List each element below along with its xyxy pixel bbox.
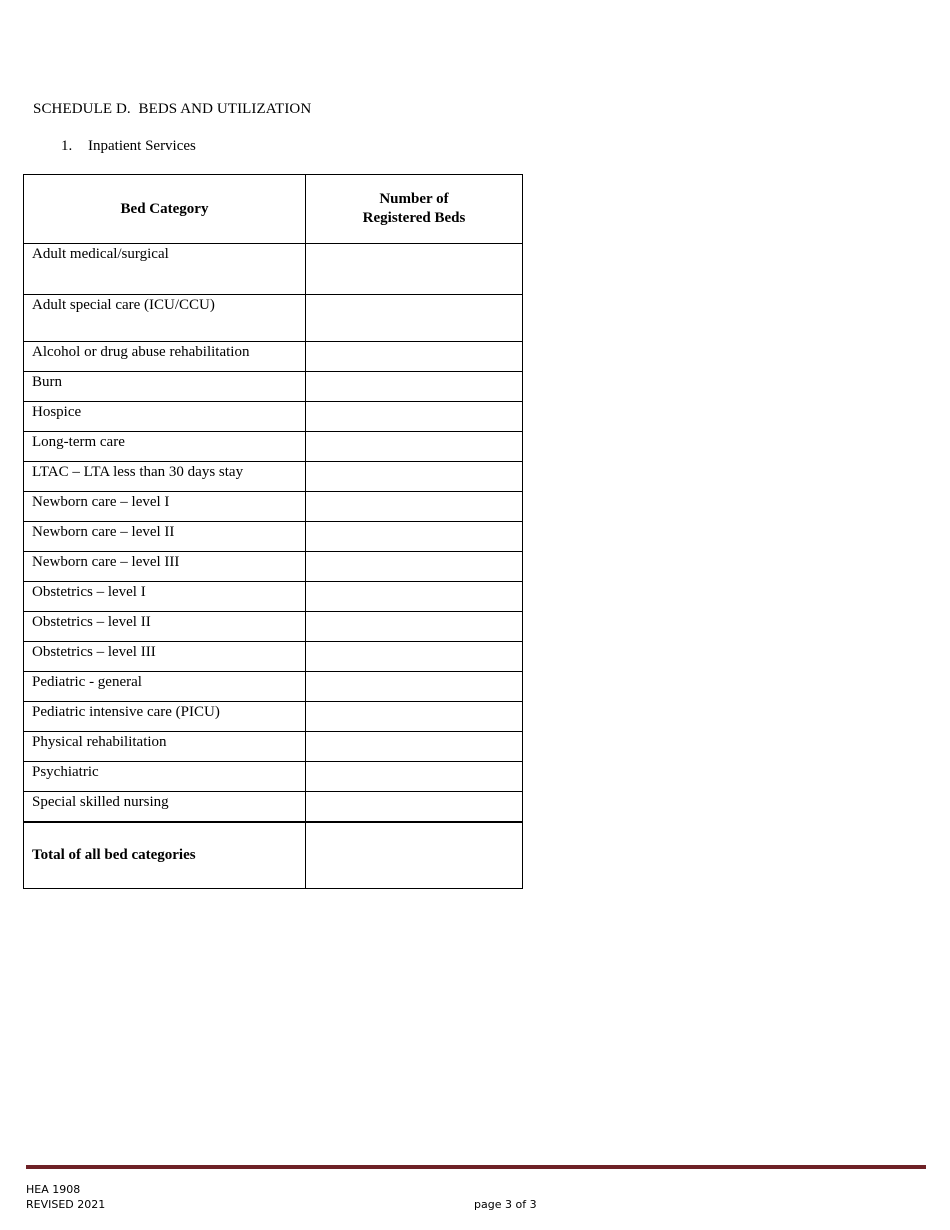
registered-beds-field[interactable]: [306, 244, 523, 295]
registered-beds-field[interactable]: [306, 432, 523, 462]
bed-category-cell: Hospice: [24, 402, 306, 432]
bed-category-cell: Pediatric intensive care (PICU): [24, 702, 306, 732]
revised-date: REVISED 2021: [26, 1198, 106, 1211]
section-heading: [61, 138, 196, 155]
table-row: [24, 244, 523, 295]
table-row: [24, 402, 523, 432]
registered-beds-field[interactable]: [306, 402, 523, 432]
registered-beds-field[interactable]: [306, 342, 523, 372]
bed-category-cell: Physical rehabilitation: [24, 732, 306, 762]
bed-category-cell: Adult medical/surgical: [24, 244, 306, 295]
total-row: [24, 822, 523, 889]
bed-category-cell: Adult special care (ICU/CCU): [24, 295, 306, 342]
registered-beds-field[interactable]: [306, 295, 523, 342]
table-row: [24, 612, 523, 642]
table-row: [24, 552, 523, 582]
bed-category-cell: Special skilled nursing: [24, 792, 306, 822]
registered-beds-field[interactable]: [306, 792, 523, 822]
bed-category-cell: Newborn care – level III: [24, 552, 306, 582]
registered-beds-field[interactable]: [306, 462, 523, 492]
table-row: [24, 462, 523, 492]
table-row: [24, 492, 523, 522]
bed-category-cell: Obstetrics – level III: [24, 642, 306, 672]
table-header-row: [24, 175, 523, 244]
registered-beds-field[interactable]: [306, 732, 523, 762]
bed-category-cell: LTAC – LTA less than 30 days stay: [24, 462, 306, 492]
table-row: [24, 672, 523, 702]
table-row: [24, 732, 523, 762]
bed-category-cell: Alcohol or drug abuse rehabilitation: [24, 342, 306, 372]
table-row: [24, 372, 523, 402]
table-row: [24, 582, 523, 612]
registered-beds-field[interactable]: [306, 582, 523, 612]
bed-category-cell: Psychiatric: [24, 762, 306, 792]
table-row: [24, 432, 523, 462]
page-number: page 3 of 3: [474, 1198, 537, 1211]
form-id: HEA 1908: [26, 1183, 81, 1196]
table-row: [24, 792, 523, 822]
registered-beds-field[interactable]: [306, 492, 523, 522]
bed-category-cell: Long-term care: [24, 432, 306, 462]
table-row: [24, 642, 523, 672]
beds-table: [23, 174, 523, 889]
header-bed-category: Bed Category: [24, 175, 306, 244]
section-title: Inpatient Services: [88, 138, 196, 154]
footer-rule: [26, 1165, 926, 1169]
table-row: [24, 762, 523, 792]
table-row: [24, 342, 523, 372]
registered-beds-field[interactable]: [306, 702, 523, 732]
table-row: [24, 522, 523, 552]
bed-category-cell: Newborn care – level I: [24, 492, 306, 522]
header-registered-beds: [306, 175, 523, 244]
total-label: Total of all bed categories: [24, 822, 306, 889]
registered-beds-field[interactable]: [306, 522, 523, 552]
bed-category-cell: Newborn care – level II: [24, 522, 306, 552]
schedule-title: SCHEDULE D. BEDS AND UTILIZATION: [33, 101, 312, 117]
registered-beds-field[interactable]: [306, 762, 523, 792]
registered-beds-field[interactable]: [306, 552, 523, 582]
bed-category-cell: Pediatric - general: [24, 672, 306, 702]
table-row: [24, 295, 523, 342]
table-row: [24, 702, 523, 732]
registered-beds-field[interactable]: [306, 672, 523, 702]
total-beds-field[interactable]: [306, 822, 523, 889]
section-number: 1.: [61, 138, 73, 154]
registered-beds-field[interactable]: [306, 372, 523, 402]
bed-category-cell: Burn: [24, 372, 306, 402]
bed-category-cell: Obstetrics – level II: [24, 612, 306, 642]
bed-category-cell: Obstetrics – level I: [24, 582, 306, 612]
header-beds-line1: Number of: [379, 191, 449, 207]
registered-beds-field[interactable]: [306, 612, 523, 642]
registered-beds-field[interactable]: [306, 642, 523, 672]
header-beds-line2: Registered Beds: [362, 210, 466, 226]
footer-form-info: [26, 1182, 105, 1212]
